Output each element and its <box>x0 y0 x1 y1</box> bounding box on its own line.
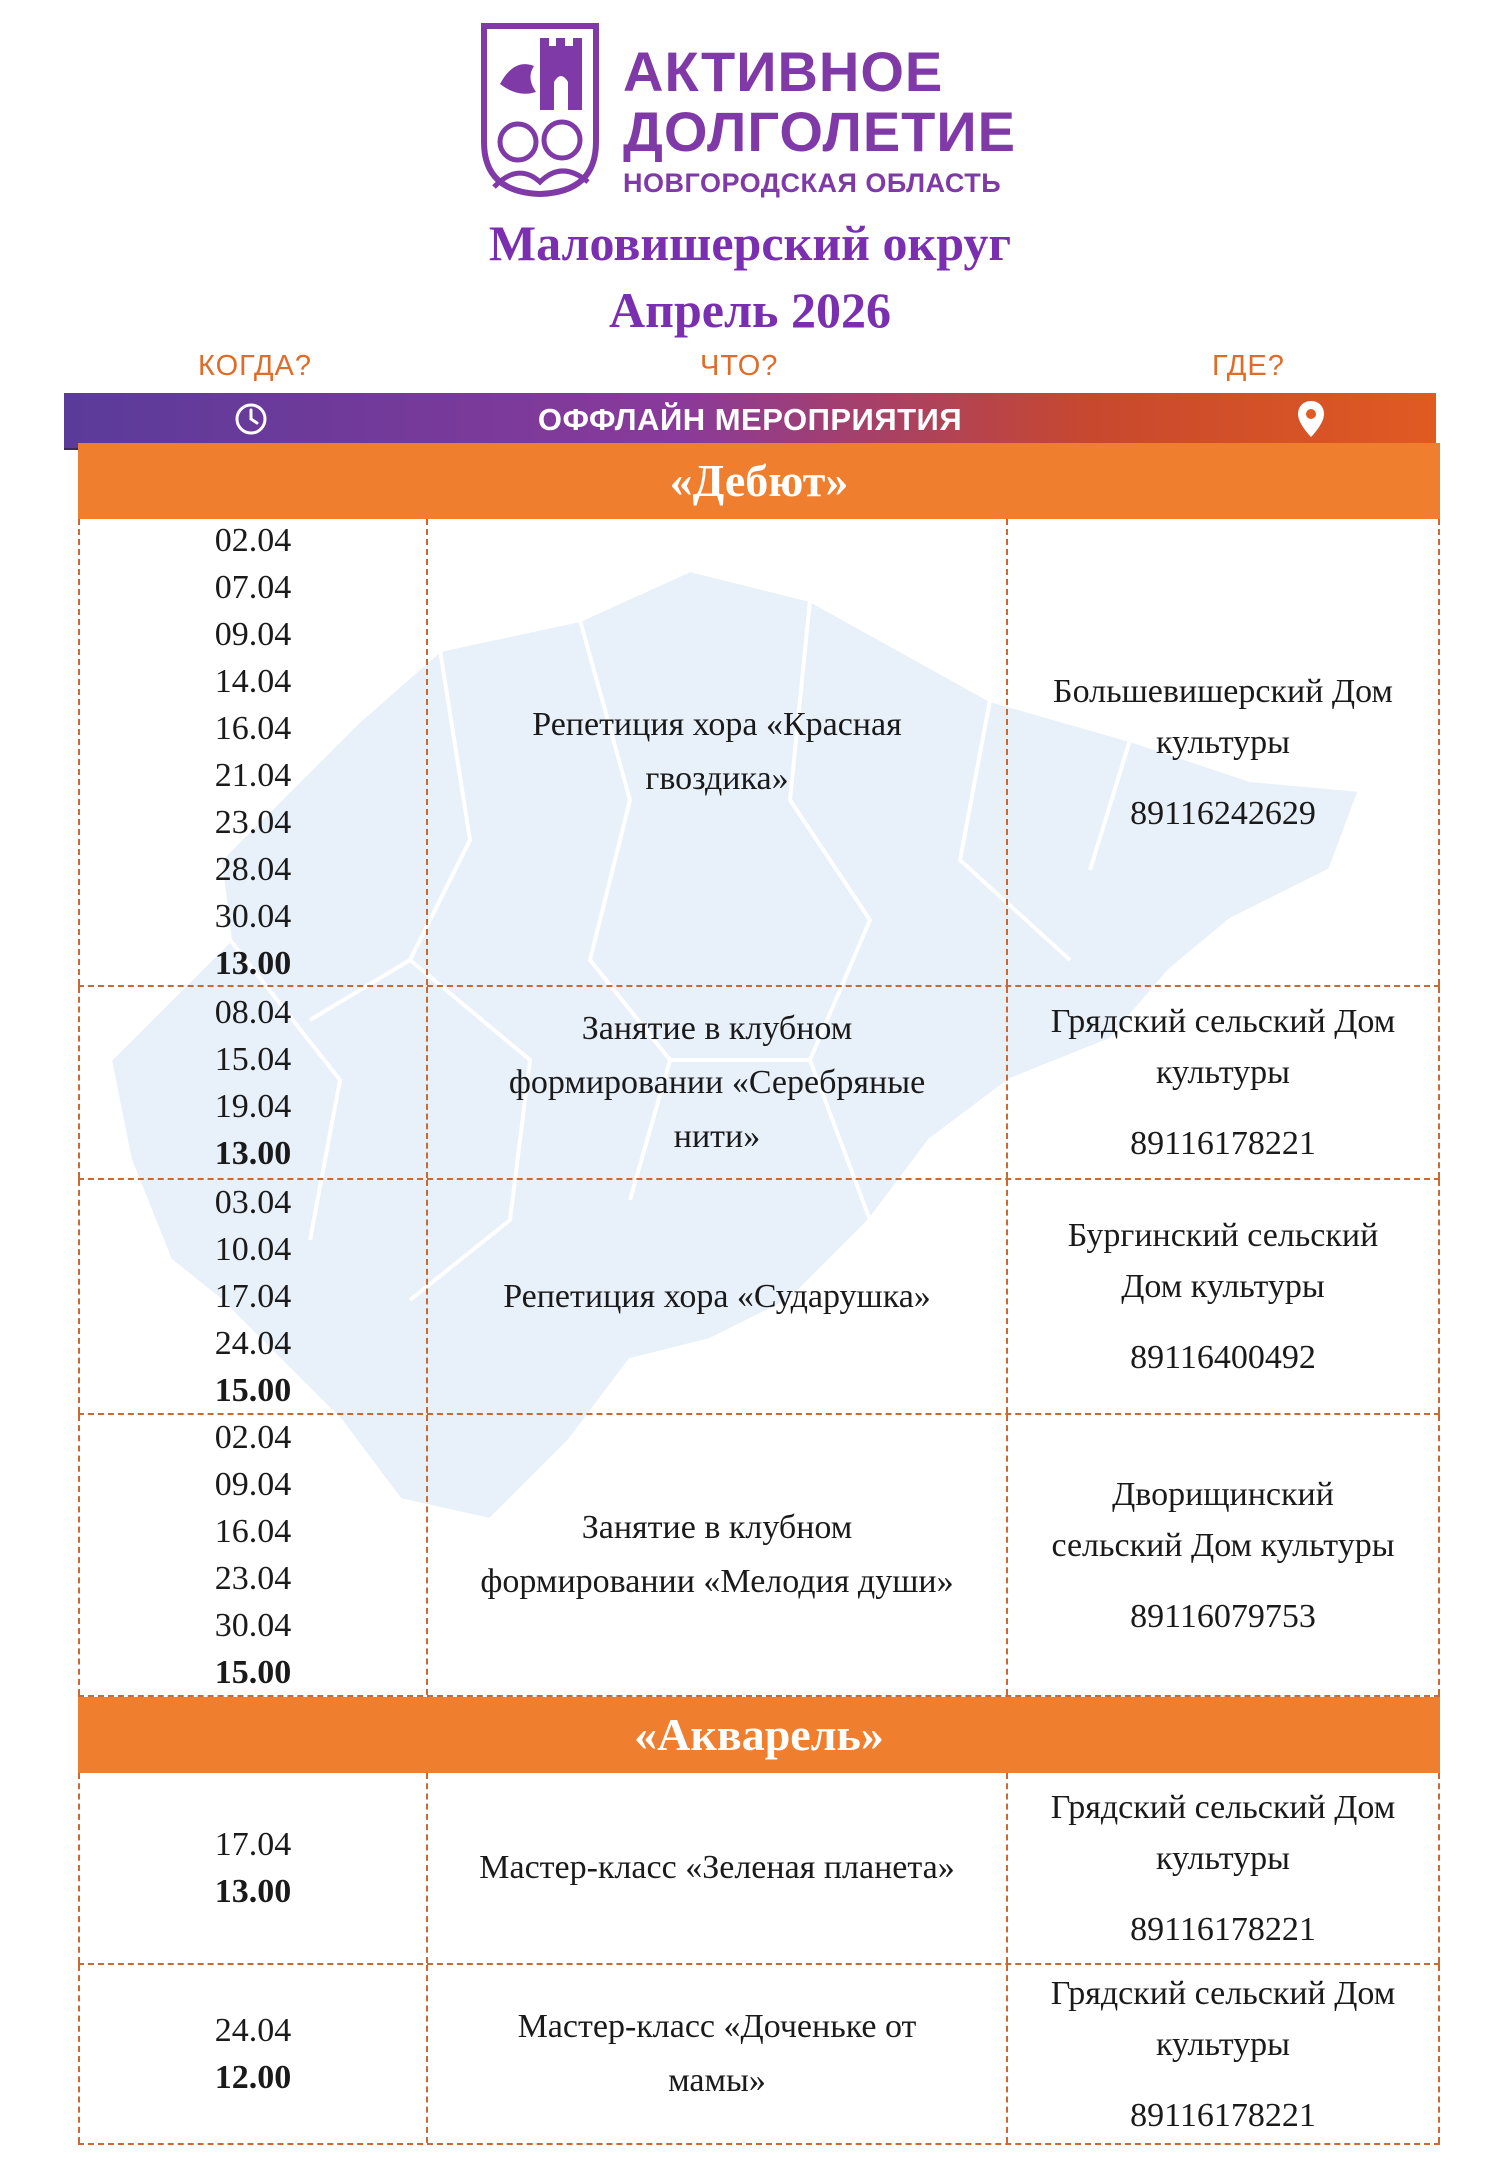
schedule-table <box>78 443 1440 2145</box>
event-date: 02.04 <box>214 522 292 559</box>
when-cell <box>78 1180 426 1413</box>
column-header-when: КОГДА? <box>198 350 312 382</box>
table-row <box>78 1965 1440 2145</box>
where-cell <box>1006 1180 1440 1413</box>
event-date: 30.04 <box>214 1607 292 1644</box>
event-date: 23.04 <box>214 804 292 841</box>
venue-line: Большевишерский Дом <box>1053 672 1393 710</box>
venue-line: Грядский сельский Дом <box>1050 1003 1396 1040</box>
venue-line: культуры <box>1156 1839 1290 1877</box>
page-title-district: Маловишерский округ <box>488 215 1012 271</box>
table-row <box>78 519 1440 987</box>
event-date: 24.04 <box>214 1325 292 1362</box>
venue-line: сельский Дом культуры <box>1051 1526 1395 1564</box>
where-cell <box>1006 1415 1440 1695</box>
what-cell <box>426 1773 1006 1963</box>
venue-line: Грядский сельский Дом <box>1050 1974 1396 2012</box>
band-label: ОФФЛАЙН МЕРОПРИЯТИЯ <box>537 402 963 437</box>
offline-events-band <box>64 393 1436 448</box>
event-time: 13.00 <box>214 1134 292 1172</box>
event-title-line: нити» <box>673 1117 761 1155</box>
event-date: 30.04 <box>214 898 292 935</box>
table-row <box>78 1773 1440 1965</box>
column-header-where: ГДЕ? <box>1212 350 1285 382</box>
table-row <box>78 1415 1440 1697</box>
event-time: 12.00 <box>214 2059 292 2096</box>
event-title-line: Мастер-класс «Зеленая планета» <box>479 1849 955 1886</box>
table-row <box>78 1180 1440 1415</box>
contact-phone: 89116242629 <box>1130 794 1316 832</box>
event-date: 07.04 <box>214 569 292 606</box>
logo-title-line1: АКТИВНОЕ <box>623 40 944 103</box>
event-time: 15.00 <box>214 1654 292 1691</box>
when-cell <box>78 987 426 1178</box>
contact-phone: 89116079753 <box>1130 1597 1316 1635</box>
venue-line: культуры <box>1156 2025 1290 2063</box>
venue-line: культуры <box>1156 723 1290 761</box>
event-date: 17.04 <box>214 1278 292 1315</box>
what-cell <box>426 987 1006 1178</box>
event-date: 21.04 <box>214 757 292 794</box>
contact-phone: 89116178221 <box>1130 1125 1316 1162</box>
logo-subtitle: НОВГОРОДСКАЯ ОБЛАСТЬ <box>623 168 1002 198</box>
event-date: 23.04 <box>214 1560 292 1597</box>
map-pin-icon <box>1296 399 1326 439</box>
section-header-akvarel: «Акварель» <box>78 1697 1440 1773</box>
where-cell <box>1006 1773 1440 1963</box>
event-date: 10.04 <box>214 1231 292 1268</box>
venue-line: Дом культуры <box>1121 1268 1325 1305</box>
event-title-line: Репетиция хора «Сударушка» <box>503 1277 931 1315</box>
event-date: 19.04 <box>214 1087 292 1125</box>
event-date: 16.04 <box>214 710 292 747</box>
event-date: 17.04 <box>214 1826 292 1863</box>
what-cell <box>426 1180 1006 1413</box>
event-date: 02.04 <box>214 1419 292 1456</box>
event-date: 14.04 <box>214 663 292 700</box>
event-date: 09.04 <box>214 1466 292 1503</box>
event-title-line: Мастер-класс «Доченьке от <box>517 2008 917 2045</box>
contact-phone: 89116400492 <box>1130 1339 1316 1376</box>
event-title-line: Занятие в клубном <box>581 1009 853 1047</box>
event-date: 09.04 <box>214 616 292 653</box>
venue-line: культуры <box>1156 1054 1290 1091</box>
event-title-line: гвоздика» <box>645 760 789 797</box>
logo <box>478 22 1038 197</box>
venue-line: Бургинский сельский <box>1067 1217 1379 1254</box>
event-time: 13.00 <box>214 1873 292 1910</box>
what-cell <box>426 519 1006 985</box>
event-time: 13.00 <box>214 945 292 982</box>
section-header-debut: «Дебют» <box>78 443 1440 519</box>
logo-title-line2: ДОЛГОЛЕТИЕ <box>623 100 1016 163</box>
event-title-line: Репетиция хора «Красная <box>532 706 902 743</box>
venue-line: Грядский сельский Дом <box>1050 1788 1396 1826</box>
event-date: 15.04 <box>214 1040 292 1078</box>
page-title-month: Апрель 2026 <box>609 282 891 338</box>
event-date: 16.04 <box>214 1513 292 1550</box>
when-cell <box>78 519 426 985</box>
event-date: 03.04 <box>214 1184 292 1221</box>
what-cell <box>426 1415 1006 1695</box>
event-title-line: формировании «Мелодия души» <box>480 1563 954 1600</box>
column-header-what: ЧТО? <box>700 350 779 382</box>
when-cell <box>78 1415 426 1695</box>
what-cell <box>426 1965 1006 2143</box>
event-title-line: мамы» <box>668 2062 766 2099</box>
when-cell <box>78 1773 426 1963</box>
when-cell <box>78 1965 426 2143</box>
contact-phone: 89116178221 <box>1130 1910 1316 1948</box>
contact-phone: 89116178221 <box>1130 2096 1316 2134</box>
logo-emblem-icon <box>478 22 603 197</box>
event-date: 24.04 <box>214 2012 292 2049</box>
event-title-line: Занятие в клубном <box>581 1509 853 1546</box>
where-cell <box>1006 519 1440 985</box>
where-cell <box>1006 987 1440 1178</box>
event-date: 28.04 <box>214 851 292 888</box>
event-title-line: формировании «Серебряные <box>508 1063 926 1101</box>
where-cell <box>1006 1965 1440 2143</box>
event-time: 15.00 <box>214 1372 292 1409</box>
event-date: 08.04 <box>214 993 292 1031</box>
table-row <box>78 987 1440 1180</box>
venue-line: Дворищинский <box>1112 1475 1334 1513</box>
